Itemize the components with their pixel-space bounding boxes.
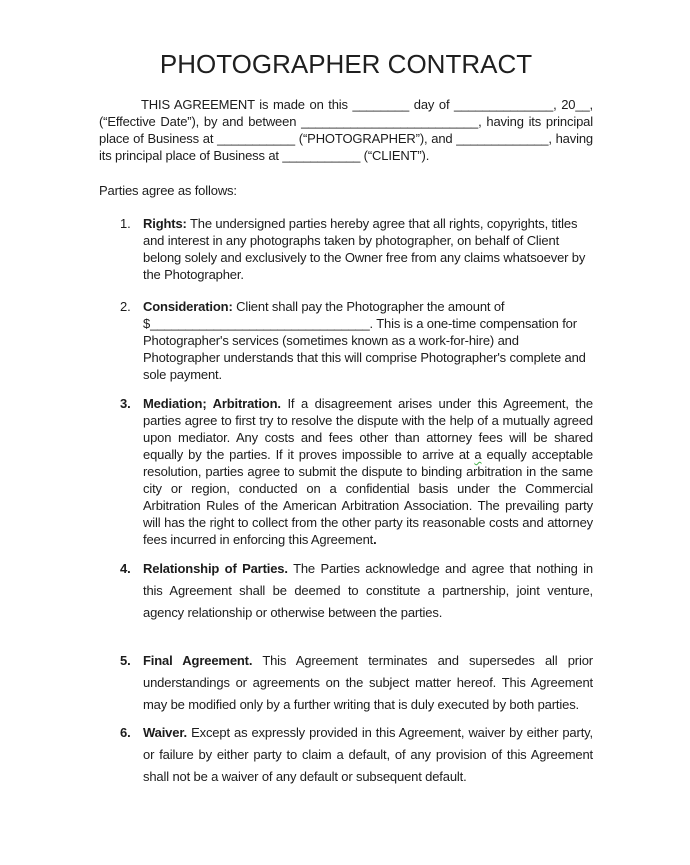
preamble-text: Parties agree as follows: <box>99 183 237 198</box>
section-rights <box>99 215 593 283</box>
section-consideration <box>99 298 593 383</box>
section-text-waiver: Except as expressly provided in this Agreement, waiver by either party, or failure by either party to claim a default, of any provision of this Agreement shall not be a waiver of any default or subsequent default. <box>143 725 593 784</box>
section-waiver <box>99 722 593 788</box>
section-body-1 <box>143 215 593 283</box>
section-text-relationship: The Parties acknowledge and agree that nothing in this Agreement shall be deemed to constitute a partnership, joint venture, agency relationship or otherwise between the parties. <box>143 561 594 620</box>
section-text-mediation-after: equally acceptable resolution, parties agree to submit the dispute to binding arbitration in the same city or region, conducted on a confidential basis under the Commercial Arbitration Rules of the American Arbitration Association. The prevailing party will has the right to collect from the other party its reasonable costs and attorney fees incurred in enforcing this Agreement <box>143 447 593 547</box>
section-final-agreement <box>99 650 593 716</box>
section-text-consideration: Client shall pay the Photographer the amount of $_______________________________. This is a one-time compensation for Photographer's services (sometimes known as a work-for-hire) and Photographer understands that this will comprise Photographer's complete and sole payment. <box>143 299 586 382</box>
section-relationship-of-parties <box>99 558 593 624</box>
section-number-4: 4. <box>120 561 131 576</box>
section-body-2 <box>143 298 593 383</box>
section-body-4 <box>143 558 593 624</box>
section-label-waiver: Waiver. <box>143 725 187 740</box>
contract-sections <box>99 215 593 788</box>
section-label-consideration: Consideration: <box>143 299 233 314</box>
document-title: PHOTOGRAPHER CONTRACT <box>159 49 533 79</box>
section-text-final-agreement: This Agreement terminates and supersedes all prior understandings or agreements on the subject matter hereof. This Agreement may be modified only by a further writing that is duly executed by both parties. <box>143 653 593 712</box>
section-label-relationship: Relationship of Parties. <box>143 561 288 576</box>
section-body-3 <box>143 395 593 548</box>
section-number-3: 3. <box>120 396 131 411</box>
section-body-6 <box>143 722 593 788</box>
bold-period: . <box>373 532 377 547</box>
section-text-mediation-before: If a disagreement arises under this Agreement, the parties agree to first try to resolve the dispute with the help of a mutually agreed upon mediator. Any costs and fees other than attorney fees will be shared equally by the parties. If it proves impossible to arrive at <box>143 396 594 462</box>
section-number-5: 5. <box>120 653 131 668</box>
grammar-check-squiggle: a <box>474 447 482 462</box>
section-body-5 <box>143 650 593 716</box>
section-text-rights: The undersigned parties hereby agree that all rights, copyrights, titles and interest in any photographs taken by photographer, on behalf of Client belong solely and exclusively to the Owner free from any claims whatsoever by the Photographer. <box>143 216 586 282</box>
section-number-6: 6. <box>120 725 131 740</box>
section-number-2: 2. <box>120 299 131 314</box>
section-label-mediation: Mediation; Arbitration. <box>143 396 281 411</box>
section-number-1: 1. <box>120 216 131 231</box>
section-mediation-arbitration <box>99 395 593 548</box>
section-label-final-agreement: Final Agreement. <box>143 653 253 668</box>
intro-paragraph: THIS AGREEMENT is made on this ________ day of ______________, 20__, (“Effective Date”), by and between _________________________, having its principal place of Business at ___________ (“PHOTOGRAPHER”), and _____________, having its principal place of Business at ___________ (“CLIENT”). <box>99 97 593 163</box>
section-label-rights: Rights: <box>143 216 187 231</box>
